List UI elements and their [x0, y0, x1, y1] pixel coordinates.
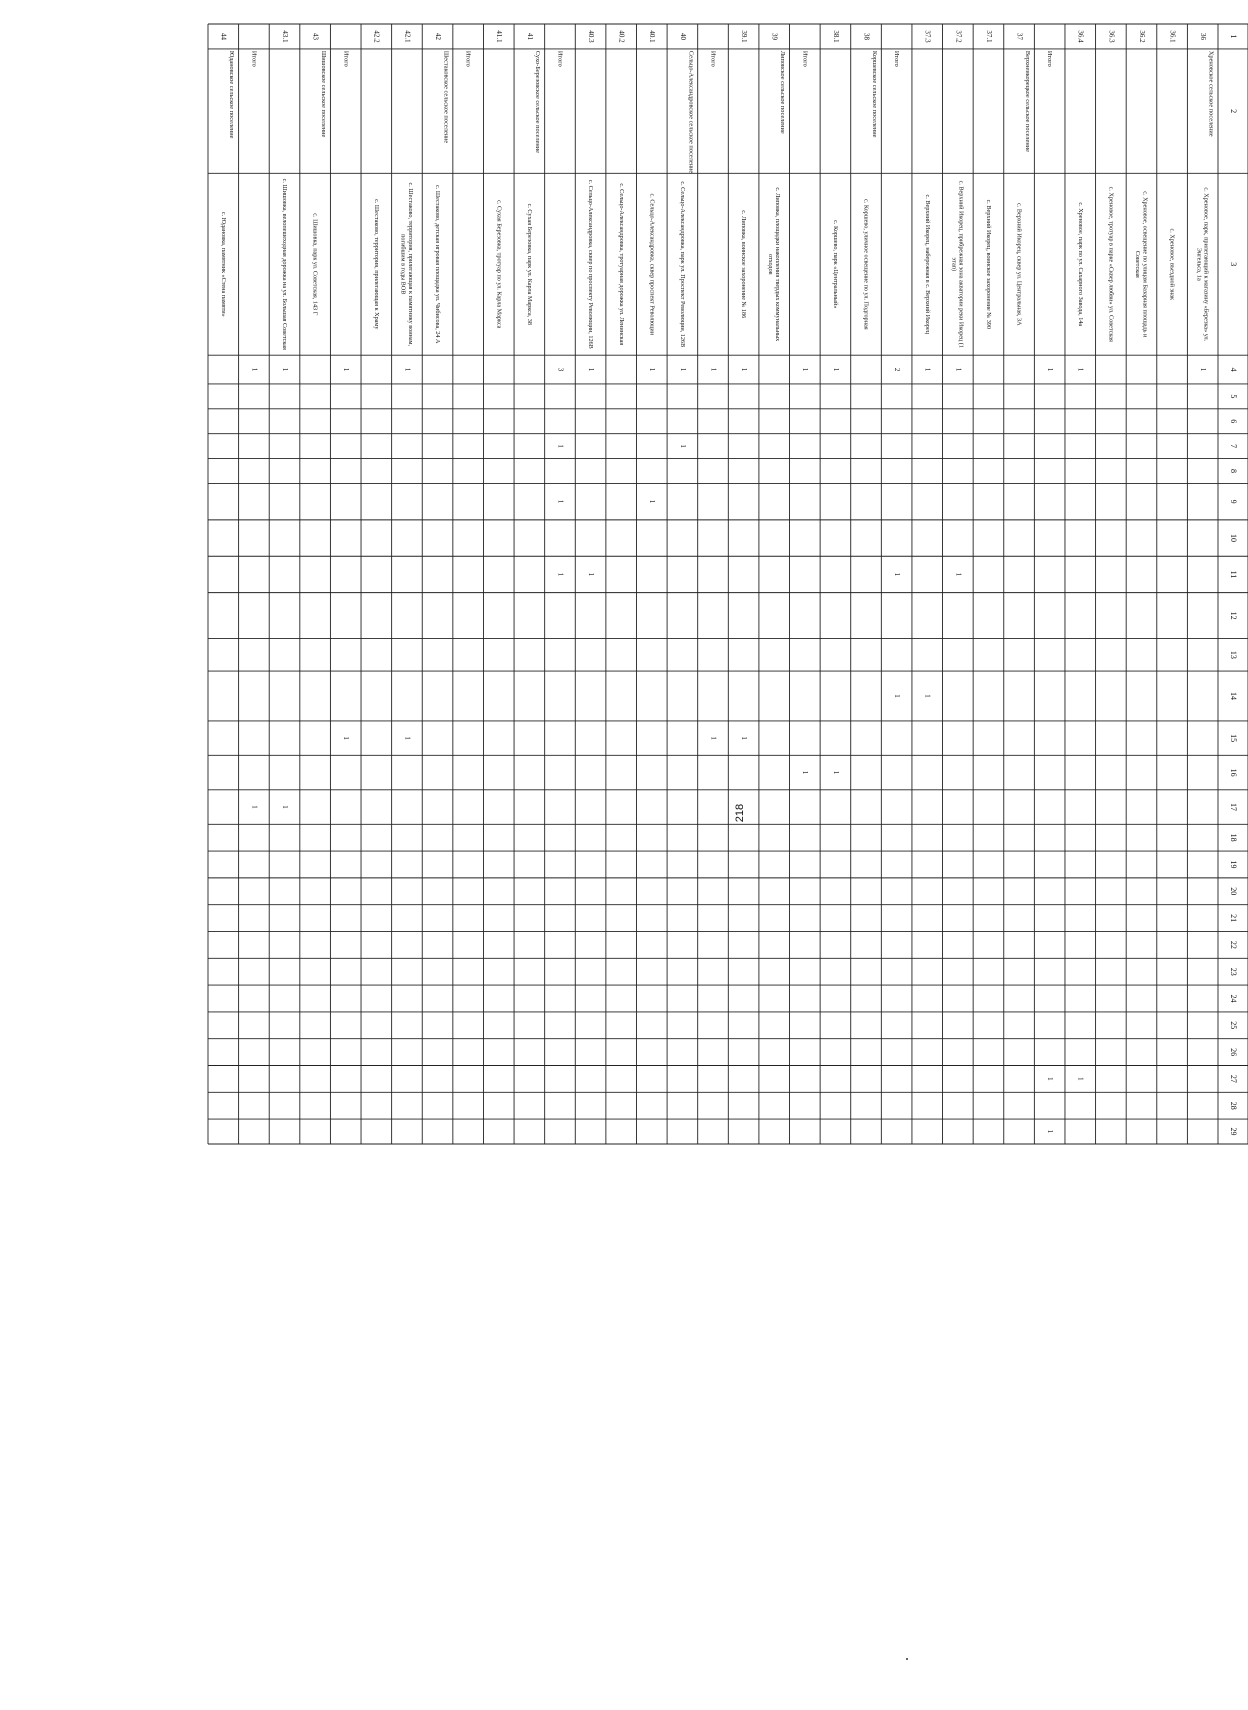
row-number: 36.1: [1168, 30, 1177, 43]
row-total-label: Итого: [1046, 50, 1054, 67]
cell-value-col-4: 1: [709, 367, 718, 372]
place-description: с. Сельцо-Александровка, сквер по проспекту Революции, 126В: [587, 179, 595, 349]
column-header-24: 24: [1229, 994, 1239, 1003]
place-description: с. Шестаково, детская игровая площадка ул. Чибисова, 24 А: [434, 185, 442, 344]
column-header-27: 27: [1229, 1074, 1239, 1083]
cell-value-col-11: 1: [586, 572, 595, 577]
settlement-name: Сельцо-Александровское сельское поселение: [687, 50, 695, 174]
row-number: 37.2: [954, 30, 963, 43]
row-number: 40.2: [617, 30, 626, 43]
cell-value-col-7: 1: [556, 444, 565, 448]
place-description: с. Шестаково, территория, прилегающая к Храму: [372, 199, 380, 330]
place-description: с. Сельцо-Александровка, сквер проспект Революции: [648, 193, 656, 336]
grid-lines: [208, 24, 1248, 1144]
row-number: 37.1: [984, 30, 993, 43]
row-number: 41.1: [495, 30, 504, 43]
place-description: с. Верхний Икорец, набережная в с. Верхний Икорец: [923, 194, 931, 335]
cell-value-col-27: 1: [1046, 1077, 1055, 1081]
cell-value-col-17: 1: [280, 805, 289, 809]
column-header-7: 7: [1229, 444, 1239, 449]
column-header-14: 14: [1229, 692, 1239, 700]
row-number: 36.4: [1076, 30, 1085, 43]
column-header-15: 15: [1229, 734, 1239, 743]
cell-value-col-4: 1: [586, 367, 595, 372]
place-description: с. Шишовка, парк ул. Советская, 143 Г: [311, 213, 319, 316]
cell-value-col-9: 1: [648, 499, 657, 504]
row-total-label: Итого: [250, 50, 258, 67]
place-description: с. Шишовка, велопешеходная дорожка на ул. Большая Советская: [281, 178, 289, 350]
row-number: 43.1: [280, 30, 289, 43]
cell-value-col-4: 1: [342, 367, 351, 372]
settlement-name: Шестаковское сельское поселение: [442, 50, 450, 144]
cell-value-col-15: 1: [403, 736, 412, 740]
row-number: 42: [433, 32, 442, 40]
scan-speck: [906, 1658, 908, 1660]
row-number: 39: [770, 32, 779, 40]
place-description: с. Верхний Икорец, воинское захоронение № 390: [985, 199, 993, 329]
row-number: 36.3: [1107, 30, 1116, 43]
column-header-3: 3: [1229, 262, 1239, 267]
row-total-label: Итого: [801, 50, 809, 67]
place-description: с. Хреновое, парк, прилегающий к магазину «Березка» ул.Энгельса, 1а: [1195, 187, 1210, 342]
column-header-16: 16: [1229, 768, 1239, 777]
cell-value-col-16: 1: [831, 770, 840, 775]
cell-value-col-27: 1: [1076, 1077, 1085, 1081]
column-header-18: 18: [1229, 833, 1239, 842]
place-description: с. Липовка, воинское захоронение № 186: [740, 210, 748, 319]
column-header-21: 21: [1229, 914, 1239, 923]
column-header-10: 10: [1229, 534, 1239, 543]
place-description: с. Сельцо-Александровка, парк ул. Проспект Революции, 126В: [678, 181, 686, 348]
row-number: 44: [219, 32, 228, 40]
cell-value-col-4: 1: [1199, 367, 1208, 372]
row-total-label: Итого: [709, 50, 717, 67]
column-header-13: 13: [1229, 650, 1239, 659]
cell-value-col-4: 1: [923, 367, 932, 372]
row-total-label: Итого: [464, 50, 472, 67]
settlement-name: Верхнеикорецкое сельское поселение: [1023, 50, 1031, 152]
page-number: 218: [734, 803, 746, 823]
place-description: с. Липовка, площадки накопления твердых коммунальныхотходов: [766, 187, 782, 342]
cell-value-col-4: 1: [801, 367, 810, 372]
row-number: 37.3: [923, 30, 932, 43]
row-number: 43: [311, 32, 320, 40]
row-number: 37: [1015, 32, 1024, 40]
column-header-1: 1: [1229, 34, 1239, 39]
cell-value-col-4: 1: [678, 367, 687, 372]
row-number: 42.2: [372, 30, 381, 43]
row-number: 40.3: [586, 30, 595, 43]
cell-value-col-4: 1: [954, 367, 963, 372]
cell-value-col-4: 1: [648, 367, 657, 372]
column-header-11: 11: [1229, 570, 1239, 579]
column-header-6: 6: [1229, 419, 1239, 424]
settlement-name: Коршевское сельское поселение: [870, 50, 878, 138]
place-description: с. Сельцо-Александровка, тротуарная дорожка ул. Ленинская: [617, 183, 625, 346]
row-number: 42.1: [403, 30, 412, 43]
place-description: с. Юдановка, памятник «Стена памяти»: [219, 211, 227, 317]
cell-value-col-15: 1: [342, 736, 351, 740]
column-header-29: 29: [1229, 1127, 1239, 1136]
cell-value-col-4: 3: [556, 367, 565, 372]
row-number: 40: [678, 32, 687, 40]
column-header-17: 17: [1229, 803, 1239, 812]
cell-value-col-4: 1: [280, 367, 289, 372]
cell-value-col-16: 1: [801, 770, 810, 775]
column-header-4: 4: [1229, 367, 1239, 372]
place-description: с. Верхний Икорец, прибрежная зона акватории реки Икорец (1этап): [950, 180, 965, 348]
settlement-name: Сухо-Березовское сельское поселение: [534, 50, 542, 153]
row-number: 40.1: [648, 30, 657, 43]
settlement-name: Липовское сельское поселение: [779, 50, 787, 134]
row-total-label: Итого: [893, 50, 901, 67]
cell-value-col-14: 1: [923, 694, 932, 698]
settlement-name: Юдановское сельское поселение: [228, 50, 236, 139]
column-header-26: 26: [1229, 1048, 1239, 1057]
cell-value-col-4: 1: [250, 367, 259, 372]
column-header-22: 22: [1229, 940, 1239, 949]
place-description: с. Шестаково, территория, прилегающая к памятнику воинам,погибшим в годы ВОВ: [399, 182, 414, 347]
place-description: с. Хреновое, освещение по улицам Базарная площадь иСоветская: [1134, 191, 1149, 338]
cell-value-col-4: 1: [739, 367, 748, 372]
row-number: 38.1: [831, 30, 840, 43]
cell-value-col-7: 1: [678, 444, 687, 448]
cell-value-col-4: 1: [831, 367, 840, 372]
cell-value-col-4: 2: [893, 367, 902, 372]
row-number: 38: [862, 32, 871, 40]
cell-value-col-4: 1: [1076, 367, 1085, 372]
cell-value-col-4: 1: [403, 367, 412, 372]
cell-value-col-14: 1: [893, 694, 902, 698]
column-header-25: 25: [1229, 1021, 1239, 1030]
place-description: с. Верхний Икорец, сквер ул. Центральная, 3А: [1015, 202, 1023, 326]
column-header-8: 8: [1229, 469, 1239, 474]
cell-value-col-11: 1: [556, 572, 565, 577]
column-header-19: 19: [1229, 860, 1239, 869]
table-grid: [208, 24, 1248, 1144]
row-total-label: Итого: [556, 50, 564, 67]
cell-value-col-15: 1: [739, 736, 748, 740]
cell-value-col-29: 1: [1046, 1129, 1055, 1134]
place-description: с. Коршево, парк «Центральный»: [832, 220, 840, 309]
settlement-name: Хреновское сельское поселение: [1207, 50, 1215, 137]
column-header-9: 9: [1229, 499, 1239, 504]
column-header-23: 23: [1229, 967, 1239, 976]
row-number: 41: [525, 32, 534, 40]
column-header-28: 28: [1229, 1101, 1239, 1110]
table-cells: [220, 30, 1238, 1135]
row-number: 36: [1199, 32, 1208, 40]
cell-value-col-9: 1: [556, 499, 565, 504]
place-description: с. Хреновое, парк по ул. Сахарного Завода, 14а: [1076, 202, 1084, 327]
place-description: с. Сухая Березовка, тротуар по ул. Карла Маркса: [495, 200, 503, 329]
row-number: 39.1: [739, 30, 748, 43]
place-description: с. Сухая Березовка, парк ул. Карла Маркса, 38: [525, 203, 533, 325]
cell-value-col-15: 1: [709, 736, 718, 740]
place-description: с. Хреновое, въездной знак: [1168, 228, 1176, 301]
row-number: 36.2: [1137, 30, 1146, 43]
column-header-20: 20: [1229, 887, 1239, 896]
data-table: [208, 24, 1248, 1144]
cell-value-col-11: 1: [954, 572, 963, 577]
settlement-name: Шишовское сельское поселение: [319, 50, 327, 138]
column-header-12: 12: [1229, 611, 1239, 620]
row-total-label: Итого: [342, 50, 350, 67]
cell-value-col-17: 1: [250, 805, 259, 809]
cell-value-col-11: 1: [893, 572, 902, 577]
place-description: с. Коршево, уличное освещение по ул. Подгорная: [862, 199, 870, 330]
cell-value-col-4: 1: [1046, 367, 1055, 372]
place-description: с. Хреновое, тротуар в парке «Сквер любви» ул. Советская: [1107, 186, 1115, 342]
column-header-2: 2: [1229, 109, 1239, 114]
column-header-5: 5: [1229, 394, 1239, 399]
